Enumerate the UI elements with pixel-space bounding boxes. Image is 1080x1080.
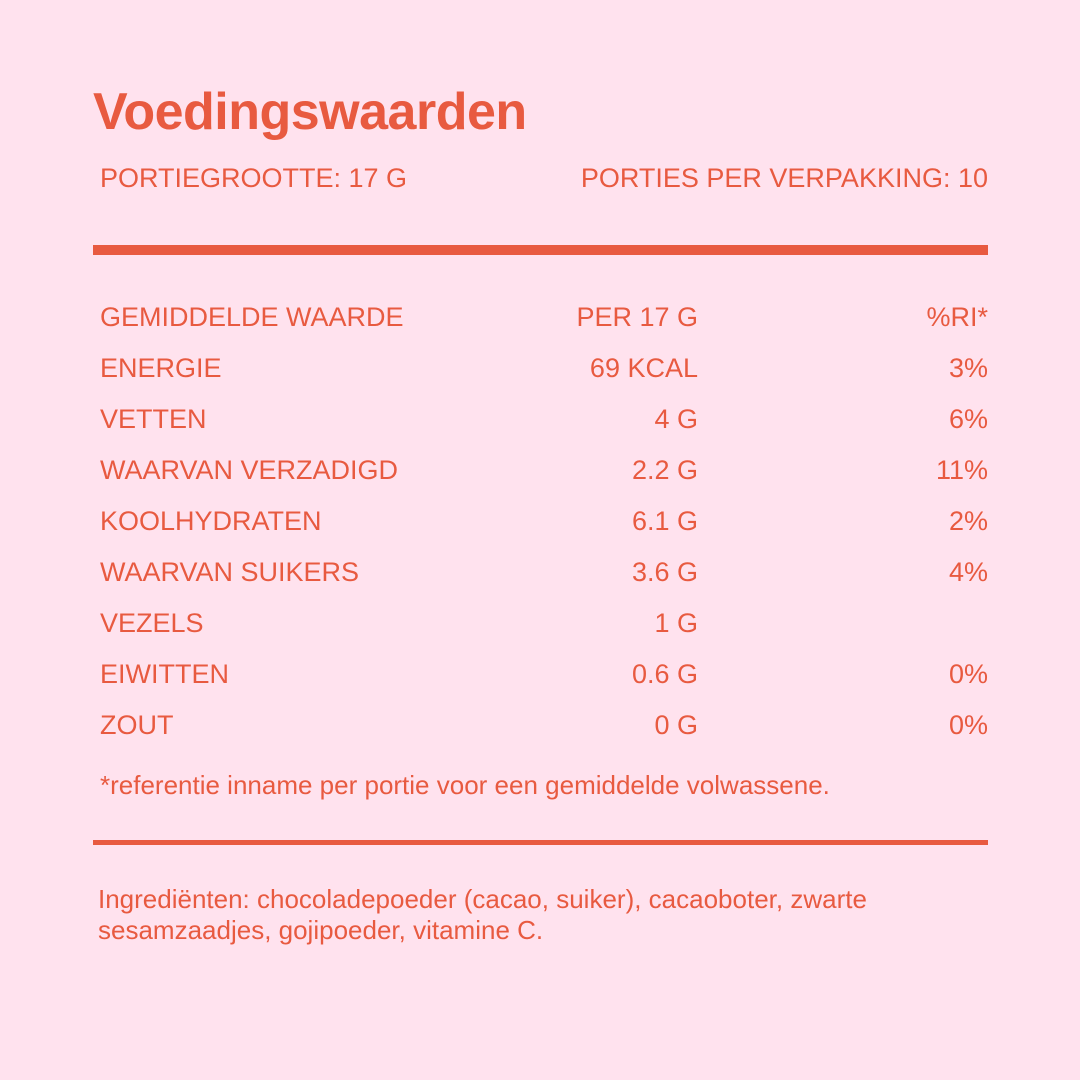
serving-size: PORTIEGROOTTE: 17 G xyxy=(100,163,408,193)
servings-per-package: PORTIES PER VERPAKKING: 10 xyxy=(580,163,988,193)
nutrient-ri: 11% xyxy=(935,455,988,485)
top-divider xyxy=(93,245,988,255)
table-row xyxy=(100,349,988,400)
nutrient-ri: 3% xyxy=(948,353,988,383)
nutrient-label: VETTEN xyxy=(100,404,207,434)
nutrient-amount: 0.6 G xyxy=(631,659,698,689)
nutrient-ri: 4% xyxy=(948,557,988,587)
nutrient-ri: 2% xyxy=(948,506,988,536)
nutrient-ri: 0% xyxy=(948,710,988,740)
nutrient-amount: 69 KCAL xyxy=(589,353,698,383)
nutrient-ri: 0% xyxy=(948,659,988,689)
nutrition-table xyxy=(100,298,988,757)
nutrient-label: WAARVAN VERZADIGD xyxy=(100,455,399,485)
nutrient-amount: 0 G xyxy=(654,710,698,740)
nutrient-label: WAARVAN SUIKERS xyxy=(100,557,360,587)
table-header-row xyxy=(100,298,988,349)
table-row xyxy=(100,400,988,451)
nutrient-label: ENERGIE xyxy=(100,353,222,383)
table-row xyxy=(100,553,988,604)
nutrient-amount: 3.6 G xyxy=(631,557,698,587)
table-row xyxy=(100,451,988,502)
table-row xyxy=(100,655,988,706)
nutrient-label: KOOLHYDRATEN xyxy=(100,506,322,536)
table-row xyxy=(100,706,988,757)
nutrient-amount: 2.2 G xyxy=(631,455,698,485)
nutrient-label: EIWITTEN xyxy=(100,659,229,689)
header-label: GEMIDDELDE WAARDE xyxy=(100,302,404,332)
nutrient-amount: 4 G xyxy=(654,404,698,434)
header-ri: %RI* xyxy=(926,302,988,332)
bottom-divider xyxy=(93,840,988,845)
ri-footnote: *referentie inname per portie voor een gemiddelde volwassene. xyxy=(100,770,830,800)
table-row xyxy=(100,604,988,655)
nutrient-label: ZOUT xyxy=(100,710,174,740)
ingredients-text: Ingrediënten: chocoladepoeder (cacao, suiker), cacaoboter, zwarte sesamzaadjes, gojipoeder, vitamine C. xyxy=(98,884,867,945)
nutrient-amount: 1 G xyxy=(654,608,698,638)
page-title: Voedingswaarden xyxy=(93,83,527,141)
nutrient-label: VEZELS xyxy=(100,608,204,638)
nutrient-amount: 6.1 G xyxy=(631,506,698,536)
table-row xyxy=(100,502,988,553)
header-amount: PER 17 G xyxy=(576,302,698,332)
nutrient-ri: 6% xyxy=(948,404,988,434)
